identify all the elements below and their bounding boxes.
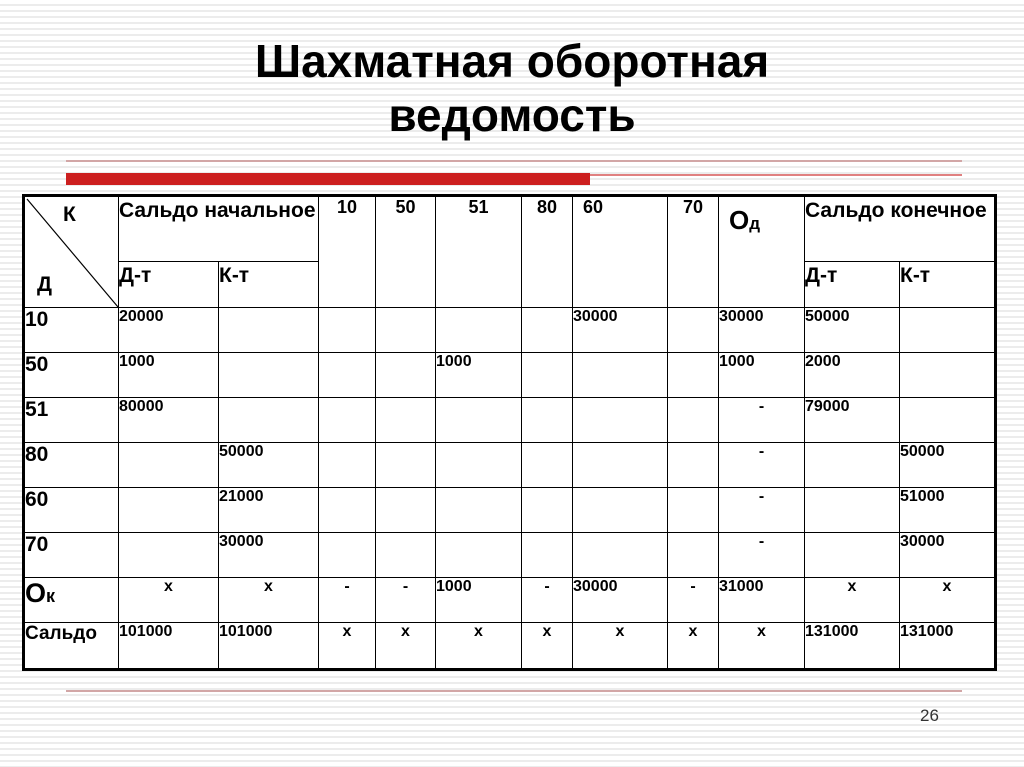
cell-10	[319, 443, 376, 488]
cell-od: x	[719, 623, 805, 670]
row-label: 10	[24, 308, 119, 353]
cell-end-dt	[805, 443, 900, 488]
cell-end-kt: x	[900, 578, 996, 623]
cell-od: -	[719, 443, 805, 488]
cell-start-kt: 30000	[219, 533, 319, 578]
cell-start-kt: 50000	[219, 443, 319, 488]
cell-end-dt	[805, 488, 900, 533]
cell-end-kt	[900, 308, 996, 353]
cell-end-kt: 50000	[900, 443, 996, 488]
header-account-51: 51	[436, 196, 522, 308]
row-label: 60	[24, 488, 119, 533]
cell-start-dt	[119, 443, 219, 488]
header-start-dt: Д-т	[119, 262, 219, 308]
cell-10	[319, 308, 376, 353]
cell-51	[436, 488, 522, 533]
cell-od: 1000	[719, 353, 805, 398]
cell-60: 30000	[573, 578, 668, 623]
cell-start-kt: 101000	[219, 623, 319, 670]
turnover-table	[22, 194, 997, 671]
cell-70	[668, 488, 719, 533]
header-end-dt: Д-т	[805, 262, 900, 308]
row-label: 80	[24, 443, 119, 488]
cell-51: x	[436, 623, 522, 670]
table-row	[24, 398, 996, 443]
cell-51	[436, 308, 522, 353]
cell-start-kt: 21000	[219, 488, 319, 533]
ok-main: О	[25, 578, 47, 608]
decor-line-top	[66, 160, 962, 162]
header-saldo-end: Сальдо конечное	[805, 196, 996, 262]
cell-60	[573, 488, 668, 533]
saldo-row	[24, 623, 996, 670]
cell-51	[436, 398, 522, 443]
cell-10	[319, 353, 376, 398]
table-row	[24, 308, 996, 353]
turnover-row	[24, 578, 996, 623]
cell-end-kt: 131000	[900, 623, 996, 670]
cell-50	[376, 488, 436, 533]
cell-end-kt	[900, 398, 996, 443]
cell-start-dt: 101000	[119, 623, 219, 670]
decor-red-line	[590, 174, 962, 176]
cell-80	[522, 398, 573, 443]
cell-80: x	[522, 623, 573, 670]
cell-80	[522, 308, 573, 353]
title-line-1: Шахматная оборотная	[254, 35, 770, 87]
cell-51: 1000	[436, 578, 522, 623]
slide-title	[0, 34, 1024, 142]
cell-od: 30000	[719, 308, 805, 353]
cell-start-dt: 20000	[119, 308, 219, 353]
cell-50	[376, 353, 436, 398]
cell-10: -	[319, 578, 376, 623]
cell-80	[522, 488, 573, 533]
cell-51: 1000	[436, 353, 522, 398]
cell-end-dt: x	[805, 578, 900, 623]
cell-80	[522, 533, 573, 578]
header-start-kt: К-т	[219, 262, 319, 308]
cell-end-dt: 79000	[805, 398, 900, 443]
cell-end-kt: 51000	[900, 488, 996, 533]
decor-line-bottom	[66, 690, 962, 692]
cell-end-dt: 50000	[805, 308, 900, 353]
cell-10	[319, 488, 376, 533]
page-number: 26	[920, 706, 939, 725]
header-od-sub: д	[749, 214, 761, 233]
corner-label-d: Д	[37, 273, 52, 296]
cell-end-dt: 131000	[805, 623, 900, 670]
cell-60: x	[573, 623, 668, 670]
row-label: 51	[24, 398, 119, 443]
cell-80	[522, 443, 573, 488]
cell-start-dt: 1000	[119, 353, 219, 398]
cell-start-dt	[119, 488, 219, 533]
cell-51	[436, 533, 522, 578]
header-end-kt: К-т	[900, 262, 996, 308]
cell-50	[376, 443, 436, 488]
header-od-main: О	[729, 205, 750, 235]
cell-70	[668, 398, 719, 443]
table-row	[24, 443, 996, 488]
cell-70	[668, 443, 719, 488]
cell-10: x	[319, 623, 376, 670]
row-label-ok	[24, 578, 119, 623]
cell-50	[376, 308, 436, 353]
cell-70	[668, 353, 719, 398]
row-label-saldo: Сальдо	[24, 623, 119, 670]
cell-start-dt	[119, 533, 219, 578]
cell-od: -	[719, 398, 805, 443]
header-od	[719, 196, 805, 308]
decor-red-bar	[66, 173, 590, 185]
cell-od: -	[719, 533, 805, 578]
header-account-70: 70	[668, 196, 719, 308]
table-row	[24, 353, 996, 398]
table-row	[24, 488, 996, 533]
cell-50	[376, 533, 436, 578]
cell-start-dt: x	[119, 578, 219, 623]
cell-80	[522, 353, 573, 398]
cell-60	[573, 443, 668, 488]
cell-start-kt	[219, 353, 319, 398]
title-line-2: ведомость	[388, 89, 636, 141]
cell-10	[319, 398, 376, 443]
header-account-60: 60	[573, 196, 668, 308]
cell-start-kt: x	[219, 578, 319, 623]
cell-start-dt: 80000	[119, 398, 219, 443]
cell-10	[319, 533, 376, 578]
row-label: 70	[24, 533, 119, 578]
table-row	[24, 533, 996, 578]
header-account-80: 80	[522, 196, 573, 308]
cell-start-kt	[219, 308, 319, 353]
header-account-10: 10	[319, 196, 376, 308]
header-account-50: 50	[376, 196, 436, 308]
row-label: 50	[24, 353, 119, 398]
cell-end-dt: 2000	[805, 353, 900, 398]
cell-od: -	[719, 488, 805, 533]
cell-70	[668, 533, 719, 578]
cell-70: -	[668, 578, 719, 623]
cell-od: 31000	[719, 578, 805, 623]
cell-50: -	[376, 578, 436, 623]
cell-60: 30000	[573, 308, 668, 353]
cell-60	[573, 533, 668, 578]
cell-50	[376, 398, 436, 443]
cell-51	[436, 443, 522, 488]
cell-start-kt	[219, 398, 319, 443]
corner-header-cell	[24, 196, 119, 308]
cell-80: -	[522, 578, 573, 623]
corner-label-k: К	[63, 203, 76, 226]
cell-end-dt	[805, 533, 900, 578]
cell-50: x	[376, 623, 436, 670]
ok-sub: к	[46, 586, 56, 606]
cell-60	[573, 398, 668, 443]
cell-70: x	[668, 623, 719, 670]
cell-end-kt	[900, 353, 996, 398]
header-saldo-start: Сальдо начальное	[119, 196, 319, 262]
cell-60	[573, 353, 668, 398]
cell-70	[668, 308, 719, 353]
cell-end-kt: 30000	[900, 533, 996, 578]
